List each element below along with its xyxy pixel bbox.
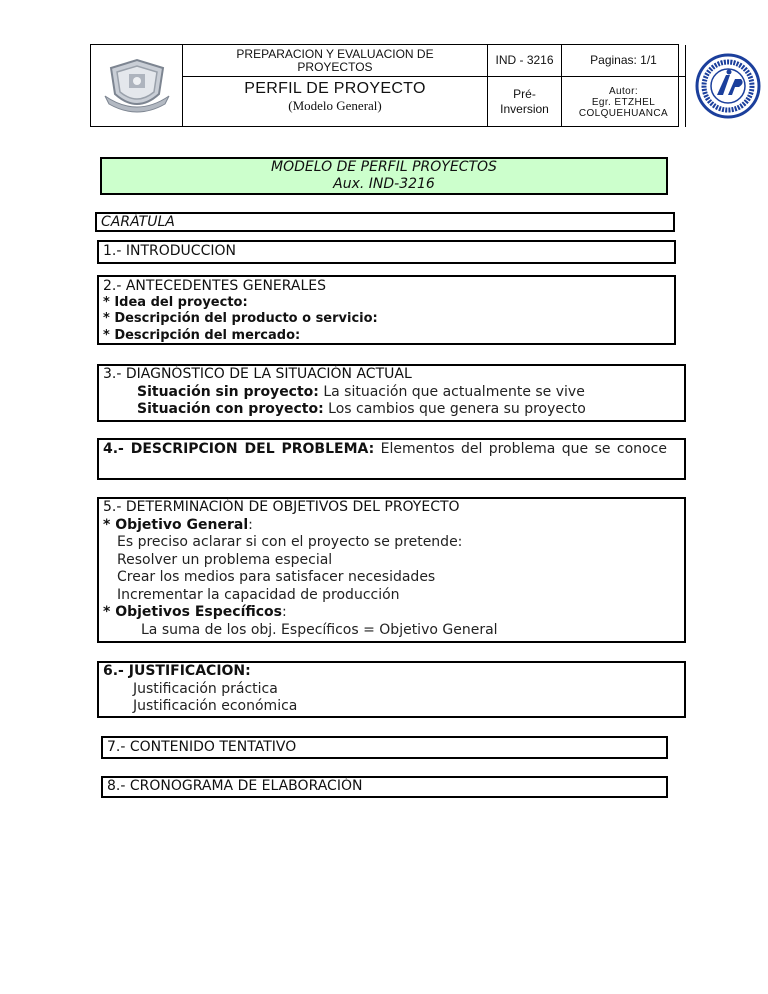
banner-title: MODELO DE PERFIL PROYECTOS bbox=[271, 159, 497, 175]
left-logo-cell bbox=[91, 45, 183, 127]
row-label: Situación con proyecto: bbox=[137, 401, 324, 417]
course-title: PREPARACION Y EVALUACION DE PROYECTOS bbox=[236, 46, 434, 74]
section-antecedentes bbox=[97, 275, 676, 345]
specific-objective-text: La suma de los obj. Específicos = Objetivo General bbox=[141, 621, 498, 638]
course-code: IND - 3216 bbox=[495, 53, 554, 67]
section-introduccion bbox=[97, 240, 676, 264]
section-8-title: 8.- CRONOGRAMA DE ELABORACIÓN bbox=[107, 778, 363, 794]
section-6-title: 6.- JUSTIFICACION: bbox=[103, 663, 251, 679]
objective-item: Crear los medios para satisfacer necesidades bbox=[117, 569, 436, 585]
objective-item: Incrementar la capacidad de producción bbox=[117, 586, 400, 603]
specific-objectives-label: * Objetivos Específicos bbox=[103, 604, 282, 620]
justificacion-item: Justificación económica bbox=[133, 698, 298, 714]
university-seal-logo bbox=[695, 53, 761, 119]
caratula-title: CARÁTULA bbox=[101, 214, 175, 230]
right-logo-cell bbox=[686, 45, 768, 127]
doc-title-cell bbox=[183, 77, 488, 127]
banner-subtitle: Aux. IND-3216 bbox=[333, 176, 435, 192]
row-text: La situación que actualmente se vive bbox=[318, 383, 585, 400]
code-cell bbox=[488, 45, 562, 77]
header-table bbox=[90, 44, 679, 127]
section-justificacion bbox=[97, 661, 686, 718]
section-problema bbox=[97, 438, 686, 480]
section-diagnostico bbox=[97, 364, 686, 422]
colon: : bbox=[248, 516, 253, 533]
section-caratula bbox=[95, 212, 675, 232]
antecedentes-item: * Descripción del mercado: bbox=[103, 327, 301, 343]
section-objetivos bbox=[97, 497, 686, 643]
row-text: Los cambios que genera su proyecto bbox=[323, 401, 586, 417]
section-3-title: 3.- DIAGNÓSTICO DE LA SITUACIÓN ACTUAL bbox=[103, 366, 412, 382]
objective-item: Es preciso aclarar si con el proyecto se pretende: bbox=[117, 534, 463, 550]
section-cronograma bbox=[101, 776, 668, 798]
problema-text: Elementos del problema que se conoce bbox=[380, 441, 667, 457]
diagnostico-row bbox=[103, 401, 680, 419]
page-count: Paginas: 1/1 bbox=[590, 53, 657, 67]
document-title: PERFIL DE PROYECTO bbox=[244, 80, 426, 97]
section-5-title: 5.- DETERMINACIÓN DE OBJETIVOS DEL PROYECTO bbox=[103, 499, 460, 515]
pages-cell bbox=[562, 45, 686, 77]
author-cell bbox=[562, 77, 686, 127]
row-label: Situación sin proyecto: bbox=[137, 383, 319, 400]
general-objective-label: * Objetivo General bbox=[103, 516, 249, 533]
justificacion-item: Justificación práctica bbox=[133, 680, 278, 697]
antecedentes-item: * Descripción del producto o servicio: bbox=[103, 311, 378, 326]
section-1-title: 1.- INTRODUCCION bbox=[103, 243, 236, 259]
course-title-cell bbox=[183, 45, 488, 77]
author-name: Egr. ETZHEL COLQUEHUANCA bbox=[578, 96, 669, 119]
phase-cell bbox=[488, 77, 562, 127]
colon: : bbox=[282, 604, 287, 620]
objective-item: Resolver un problema especial bbox=[117, 551, 333, 568]
section-4-title: 4.- DESCRIPCION DEL PROBLEMA: bbox=[103, 441, 375, 457]
antecedentes-item: * Idea del proyecto: bbox=[103, 294, 248, 310]
author-label: Autor: bbox=[608, 85, 639, 97]
section-contenido bbox=[101, 736, 668, 759]
model-banner bbox=[100, 157, 668, 195]
faculty-shield-logo bbox=[101, 56, 173, 116]
phase-label: Pré- Inversion bbox=[500, 87, 549, 116]
diagnostico-row bbox=[103, 384, 680, 402]
section-2-title: 2.- ANTECEDENTES GENERALES bbox=[103, 278, 327, 294]
document-subtitle: (Modelo General) bbox=[288, 98, 382, 113]
section-7-title: 7.- CONTENIDO TENTATIVO bbox=[107, 739, 297, 755]
